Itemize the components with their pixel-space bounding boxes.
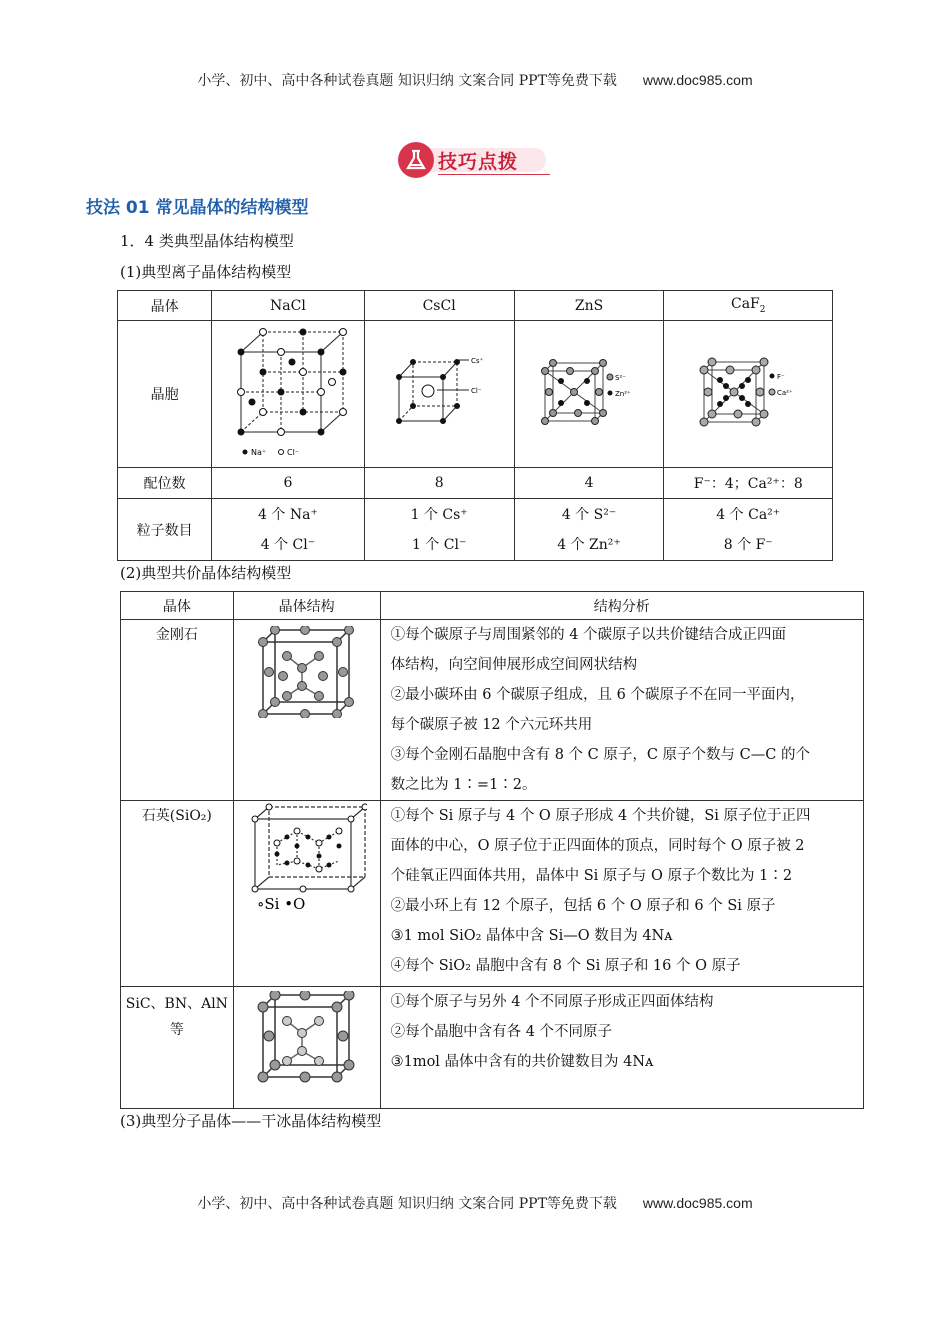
caf2-coord: F⁻：4；Ca²⁺：8 — [664, 468, 833, 499]
sic-analysis: ①每个原子与另外 4 个不同原子形成正四面体结构 ②每个晶胞中含有各 4 个不同原子 ③1mol 晶体中含有的共价键数目为 4Nᴀ — [380, 987, 863, 1109]
zns-legend-s: S²⁻ — [615, 374, 626, 382]
section-title: 技法 01 常见晶体的结构模型 — [86, 198, 309, 218]
t2-header-structure: 晶体结构 — [233, 592, 380, 620]
footer-text: 小学、初中、高中各种试卷真题 知识归纳 文案合同 PPT等免费下载 — [197, 1196, 617, 1212]
sic-image — [233, 987, 380, 1109]
para-3: (2)典型共价晶体结构模型 — [120, 564, 292, 582]
col-nacl: NaCl — [212, 291, 365, 321]
cscl-coord: 8 — [364, 468, 514, 499]
sic-name: SiC、BN、AlN 等 — [121, 987, 234, 1109]
quartz-analysis: ①每个 Si 原子与 4 个 O 原子形成 4 个共价键，Si 原子位于正四 面体的中心，O 原子位于正四面体的顶点，同时每个 O 原子被 2 个硅氧正四面体共用，晶体中 Si 原子与 O 原子个数比为 1∶2 ②最小环上有 12 个原子，包括 6 个 O 原子和 6 个 Si 原子 ③1 mol SiO₂ 晶体中含 Si—O 数目为 4Nᴀ ④每个 SiO₂ 晶胞中含有 8 个 Si 原子和 16 个 O 原子 — [380, 801, 863, 987]
zns-count: 4 个 S²⁻ 4 个 Zn²⁺ — [514, 499, 664, 561]
quartz-legend: ∘Si •O — [256, 895, 305, 913]
nacl-legend-cl: Cl⁻ — [286, 448, 299, 457]
label-coord: 配位数 — [118, 468, 212, 499]
col-cscl: CsCl — [364, 291, 514, 321]
nacl-cell-image — [212, 321, 365, 468]
caf2-legend-ca: Ca²⁺ — [777, 389, 793, 397]
diamond-analysis: ①每个碳原子与周围紧邻的 4 个碳原子以共价键结合成正四面 体结构，向空间伸展形成空间网状结构 ②最小碳环由 6 个碳原子组成，且 6 个碳原子不在同一平面内， 每个碳原子被 12 个六元环共用 ③每个金刚石晶胞中含有 8 个 C 原子，C 原子个数与 C—C 的个 数之比为 1∶=1∶2。 — [380, 620, 863, 801]
caf2-legend-f: F⁻ — [777, 373, 785, 381]
para-2: (1)典型离子晶体结构模型 — [120, 263, 292, 281]
col-zns: ZnS — [514, 291, 664, 321]
covalent-crystal-table — [120, 591, 864, 1109]
footer-url[interactable]: www.doc985.com — [642, 1195, 753, 1211]
cscl-count: 1 个 Cs⁺ 1 个 Cl⁻ — [364, 499, 514, 561]
zns-legend-zn: Zn²⁺ — [615, 390, 631, 398]
diamond-image — [233, 620, 380, 801]
badge-label: 技巧点拨 — [438, 151, 519, 173]
label-count: 粒子数目 — [118, 499, 212, 561]
t2-header-crystal: 晶体 — [121, 592, 234, 620]
col-caf2: CaF$_2$ — [664, 291, 833, 321]
header-text: 小学、初中、高中各种试卷真题 知识归纳 文案合同 PPT等免费下载 — [197, 73, 617, 89]
ionic-crystal-table — [117, 290, 833, 561]
caf2-cell-image — [664, 321, 833, 468]
page-header — [0, 70, 950, 90]
para-4: (3)典型分子晶体——干冰晶体结构模型 — [120, 1112, 382, 1130]
cscl-cell-image — [364, 321, 514, 468]
page-footer — [0, 1193, 950, 1213]
label-crystal: 晶体 — [118, 291, 212, 321]
nacl-legend-na: Na⁺ — [250, 448, 267, 457]
label-cell: 晶胞 — [118, 321, 212, 468]
quartz-name: 石英(SiO₂) — [121, 801, 234, 987]
quartz-image — [233, 801, 380, 987]
tips-badge — [398, 142, 550, 178]
flask-icon — [398, 142, 434, 178]
zns-cell-image — [514, 321, 664, 468]
nacl-count: 4 个 Na⁺ 4 个 Cl⁻ — [212, 499, 365, 561]
nacl-coord: 6 — [212, 468, 365, 499]
zns-coord: 4 — [514, 468, 664, 499]
header-url[interactable]: www.doc985.com — [642, 72, 753, 88]
cscl-legend-cs: Cs⁺ — [471, 357, 484, 365]
diamond-name: 金刚石 — [121, 620, 234, 801]
caf2-count: 4 个 Ca²⁺ 8 个 F⁻ — [664, 499, 833, 561]
cscl-legend-cl: Cl⁻ — [471, 387, 482, 395]
t2-header-analysis: 结构分析 — [380, 592, 863, 620]
para-1: 1．4 类典型晶体结构模型 — [120, 232, 294, 250]
